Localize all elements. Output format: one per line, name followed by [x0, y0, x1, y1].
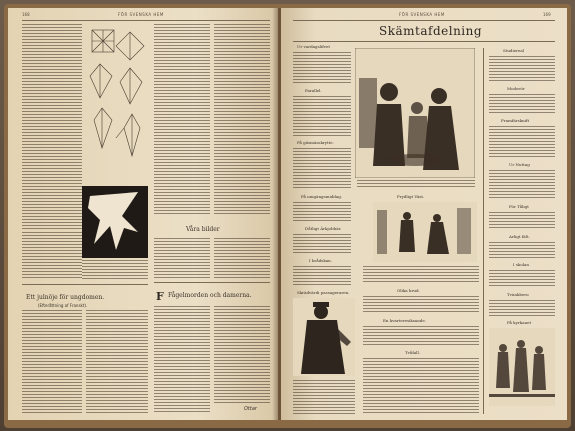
group-scene-illustration — [489, 328, 555, 406]
page-title: Skämtafdelning — [379, 24, 483, 38]
article-byline: (Efteråttning af Franskt). — [38, 303, 88, 308]
left-page-number: 168 — [22, 12, 30, 17]
column-text — [293, 202, 351, 222]
joke-heading: I skolan — [513, 262, 529, 267]
right-page — [281, 8, 567, 420]
column-text — [293, 96, 351, 136]
column-text — [82, 260, 148, 280]
column-text — [214, 238, 270, 278]
column-text — [154, 24, 210, 214]
open-book — [4, 4, 571, 428]
column-text — [363, 266, 479, 282]
column-text — [489, 94, 555, 114]
column-text — [293, 380, 355, 414]
column-text — [86, 310, 148, 415]
joke-heading: En kvarteresiksande. — [383, 318, 426, 323]
joke-heading: Moderör — [507, 86, 525, 91]
column-text — [22, 310, 82, 415]
joke-heading: För Tåligt — [509, 204, 529, 209]
right-page-number: 169 — [543, 12, 551, 17]
section-rule — [154, 282, 270, 283]
column-text — [293, 266, 351, 286]
left-page — [8, 8, 278, 420]
column-text — [363, 296, 479, 314]
joke-heading: Framfärsknift — [501, 118, 530, 123]
bird-silhouette-figure — [82, 186, 148, 258]
column-text — [154, 238, 210, 278]
column-text — [489, 300, 555, 316]
joke-heading: På kyrkauet — [507, 320, 532, 325]
joke-heading: I brådskan. — [309, 258, 332, 263]
column-text — [489, 56, 555, 82]
title-rule — [293, 41, 555, 42]
column-text — [489, 212, 555, 230]
section-heading: Våra bilder — [186, 226, 220, 233]
man-in-coat-illustration — [293, 298, 355, 376]
header-rule — [293, 20, 555, 21]
folding-diagram-illustration — [86, 24, 150, 184]
joke-heading: Prydligt Väst. — [397, 194, 425, 199]
section-rule — [22, 284, 148, 285]
joke-heading: Ur vardagslifvet — [297, 44, 330, 49]
column-text — [363, 326, 479, 346]
header-rule — [22, 20, 270, 21]
article-signature: Ottar — [244, 406, 257, 412]
article-headline: Fågelmorden och damerna. — [168, 292, 252, 299]
column-text — [489, 242, 555, 258]
article-headline: Ett julnöje för ungdomen. — [26, 294, 105, 301]
joke-heading: Ur Nuttag — [509, 162, 530, 167]
column-text — [489, 270, 555, 288]
drop-cap: F — [156, 290, 164, 303]
family-scene-illustration — [355, 48, 475, 178]
right-running-head: FÖR SVENSKA HEM — [399, 12, 445, 17]
column-text — [214, 24, 270, 214]
joke-heading: Tvåfall. — [405, 350, 421, 355]
column-divider — [483, 48, 484, 414]
left-running-head: FÖR SVENSKA HEM — [118, 12, 164, 17]
column-text — [22, 232, 82, 280]
joke-heading: På umgängsmiddag. — [301, 194, 343, 199]
column-text — [214, 306, 270, 404]
caption-text — [357, 180, 475, 188]
joke-heading: Arligt fält. — [509, 234, 530, 239]
column-text — [154, 306, 210, 414]
column-text — [363, 358, 479, 414]
joke-heading: Dåtligt Ärkjobbär. — [305, 226, 342, 231]
column-text — [489, 126, 555, 158]
column-text — [22, 24, 82, 229]
joke-heading: Studiereal — [503, 48, 525, 53]
joke-heading: Parallel. — [305, 88, 322, 93]
column-text — [293, 52, 351, 84]
column-text — [293, 234, 351, 254]
joke-heading: På gäsmässkrytte. — [297, 140, 334, 145]
column-text — [293, 148, 351, 190]
street-scene-illustration — [373, 202, 477, 262]
joke-heading: Skrädvärdi passageraren. — [297, 290, 350, 295]
column-text — [489, 170, 555, 200]
joke-heading: Olika brud. — [397, 288, 420, 293]
joke-heading: Tvänkberu — [507, 292, 529, 297]
